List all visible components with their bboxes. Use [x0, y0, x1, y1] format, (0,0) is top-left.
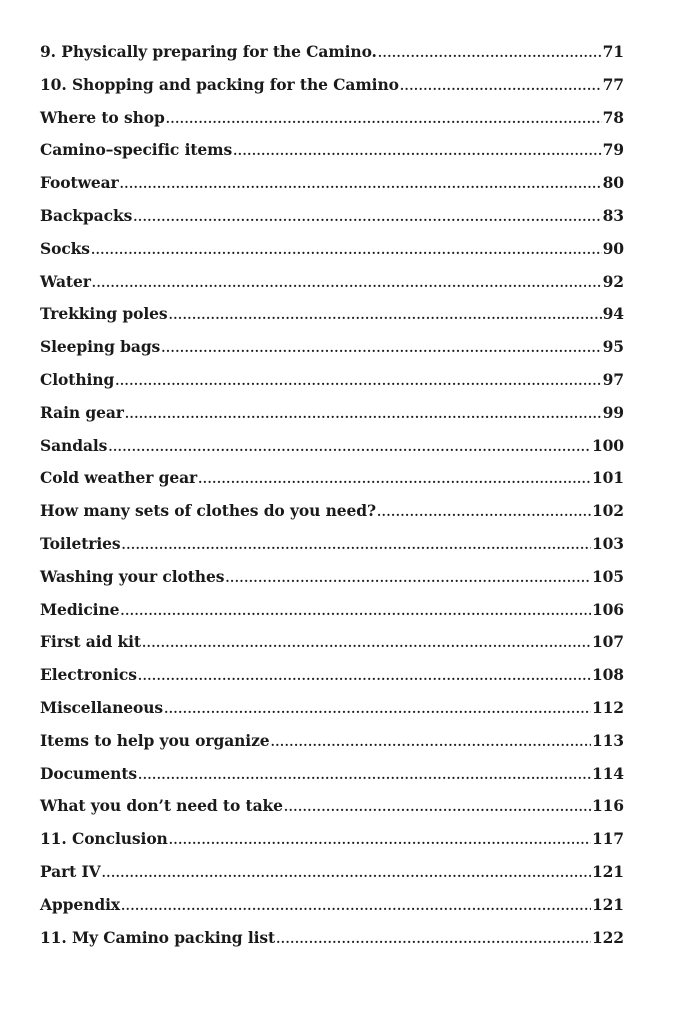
toc-entry-title[interactable]: Rain gear	[40, 402, 124, 422]
toc-entry[interactable]	[40, 632, 624, 665]
toc-dot-leader	[91, 243, 602, 257]
toc-dot-leader	[115, 374, 601, 388]
toc-entry-page-number[interactable]: 99	[602, 402, 624, 422]
toc-entry-page-number[interactable]: 112	[591, 697, 624, 717]
toc-entry-title[interactable]: Where to shop	[40, 107, 165, 127]
toc-entry-title[interactable]: 11. Conclusion	[40, 829, 168, 849]
toc-entry-title[interactable]: Medicine	[40, 599, 120, 619]
toc-entry-title[interactable]: Camino–specific items	[40, 140, 233, 160]
toc-entry-title[interactable]: Socks	[40, 238, 90, 258]
toc-entry[interactable]	[40, 140, 624, 173]
toc-entry[interactable]	[40, 403, 624, 436]
toc-entry-title[interactable]: Sleeping bags	[40, 337, 161, 357]
toc-entry-page-number[interactable]: 103	[591, 533, 624, 553]
toc-dot-leader	[164, 702, 591, 716]
toc-dot-leader	[92, 276, 602, 290]
toc-entry[interactable]	[40, 239, 624, 272]
toc-entry[interactable]	[40, 895, 624, 928]
toc-dot-leader	[225, 571, 591, 585]
toc-dot-leader	[400, 79, 602, 93]
toc-dot-leader	[169, 833, 591, 847]
toc-dot-leader	[122, 538, 591, 552]
toc-entry[interactable]	[40, 567, 624, 600]
toc-entry-title[interactable]: Water	[40, 271, 91, 291]
toc-dot-leader	[161, 341, 601, 355]
toc-entry-page-number[interactable]: 90	[602, 238, 624, 258]
table-of-contents	[40, 42, 624, 960]
toc-dot-leader	[169, 308, 602, 322]
toc-entry-title[interactable]: 9. Physically preparing for the Camino.	[40, 42, 377, 61]
toc-dot-leader	[108, 440, 591, 454]
toc-dot-leader	[138, 768, 591, 782]
toc-entry[interactable]	[40, 108, 624, 141]
toc-entry-title[interactable]: Documents	[40, 763, 138, 783]
toc-entry[interactable]	[40, 370, 624, 403]
toc-entry[interactable]	[40, 862, 624, 895]
toc-entry-title[interactable]: 11. My Camino packing list	[40, 927, 276, 947]
toc-entry-title[interactable]: First aid kit	[40, 632, 141, 652]
toc-dot-leader	[166, 112, 602, 126]
toc-entry[interactable]	[40, 272, 624, 305]
toc-entry-page-number[interactable]: 107	[591, 632, 624, 652]
toc-entry-page-number[interactable]: 71	[602, 42, 624, 61]
toc-dot-leader	[377, 505, 591, 519]
toc-entry[interactable]	[40, 796, 624, 829]
toc-entry[interactable]	[40, 665, 624, 698]
toc-entry[interactable]	[40, 829, 624, 862]
toc-entry-title[interactable]: Footwear	[40, 173, 119, 193]
toc-entry-title[interactable]: Trekking poles	[40, 304, 168, 324]
toc-entry-page-number[interactable]: 106	[591, 599, 624, 619]
toc-entry-page-number[interactable]: 101	[591, 468, 624, 488]
toc-entry[interactable]	[40, 928, 624, 961]
toc-dot-leader	[120, 604, 591, 618]
toc-entry-page-number[interactable]: 77	[602, 74, 624, 94]
toc-entry-title[interactable]: Backpacks	[40, 205, 133, 225]
toc-entry-page-number[interactable]: 105	[591, 566, 624, 586]
toc-dot-leader	[102, 866, 591, 880]
toc-entry-page-number[interactable]: 121	[591, 894, 624, 914]
toc-entry-title[interactable]: Electronics	[40, 665, 137, 685]
toc-entry[interactable]	[40, 304, 624, 337]
toc-entry-page-number[interactable]: 97	[602, 369, 624, 389]
toc-entry-title[interactable]: Clothing	[40, 369, 115, 389]
toc-dot-leader	[284, 800, 591, 814]
toc-dot-leader	[120, 177, 602, 191]
toc-entry[interactable]	[40, 764, 624, 797]
toc-entry[interactable]	[40, 600, 624, 633]
toc-entry-title[interactable]: Part IV	[40, 861, 101, 881]
toc-entry-title[interactable]: Sandals	[40, 435, 108, 455]
toc-dot-leader	[378, 46, 602, 60]
toc-entry[interactable]	[40, 534, 624, 567]
toc-entry-page-number[interactable]: 114	[591, 763, 624, 783]
toc-dot-leader	[142, 636, 591, 650]
toc-entry-title[interactable]: Cold weather gear	[40, 468, 198, 488]
toc-entry[interactable]	[40, 206, 624, 239]
toc-entry-page-number[interactable]: 80	[602, 173, 624, 193]
toc-entry-page-number[interactable]: 79	[602, 140, 624, 160]
toc-entry[interactable]	[40, 173, 624, 206]
toc-entry[interactable]	[40, 698, 624, 731]
toc-entry[interactable]	[40, 75, 624, 108]
toc-entry[interactable]	[40, 501, 624, 534]
toc-entry-title[interactable]: Washing your clothes	[40, 566, 225, 586]
toc-entry-page-number[interactable]: 94	[602, 304, 624, 324]
toc-dot-leader	[133, 210, 601, 224]
toc-entry-title[interactable]: Toiletries	[40, 533, 121, 553]
toc-entry-page-number[interactable]: 102	[591, 501, 624, 521]
toc-entry-page-number[interactable]: 117	[591, 829, 624, 849]
toc-entry-title[interactable]: Miscellaneous	[40, 697, 164, 717]
toc-entry-page-number[interactable]: 108	[591, 665, 624, 685]
toc-entry-title[interactable]: How many sets of clothes do you need?	[40, 501, 376, 521]
toc-entry-page-number[interactable]: 95	[602, 337, 624, 357]
toc-entry-page-number[interactable]: 78	[602, 107, 624, 127]
toc-entry[interactable]	[40, 436, 624, 469]
toc-entry-page-number[interactable]: 83	[602, 205, 624, 225]
toc-entry-page-number[interactable]: 113	[591, 730, 624, 750]
toc-entry-page-number[interactable]: 100	[591, 435, 624, 455]
toc-entry[interactable]	[40, 731, 624, 764]
toc-dot-leader	[121, 899, 591, 913]
toc-dot-leader	[138, 669, 591, 683]
toc-entry-page-number[interactable]: 122	[591, 927, 624, 947]
toc-entry[interactable]	[40, 42, 624, 75]
toc-entry-page-number[interactable]: 116	[591, 796, 624, 816]
toc-entry-title[interactable]: Appendix	[40, 894, 120, 914]
toc-dot-leader	[125, 407, 602, 421]
toc-dot-leader	[198, 472, 591, 486]
toc-entry[interactable]	[40, 337, 624, 370]
toc-dot-leader	[271, 735, 591, 749]
toc-dot-leader	[276, 932, 591, 946]
toc-entry-title[interactable]: Items to help you organize	[40, 730, 270, 750]
toc-entry-title[interactable]: What you don’t need to take	[40, 796, 283, 816]
toc-dot-leader	[233, 144, 602, 158]
toc-entry-page-number[interactable]: 121	[591, 861, 624, 881]
toc-entry-title[interactable]: 10. Shopping and packing for the Camino	[40, 74, 399, 94]
toc-entry[interactable]	[40, 468, 624, 501]
toc-entry-page-number[interactable]: 92	[602, 271, 624, 291]
